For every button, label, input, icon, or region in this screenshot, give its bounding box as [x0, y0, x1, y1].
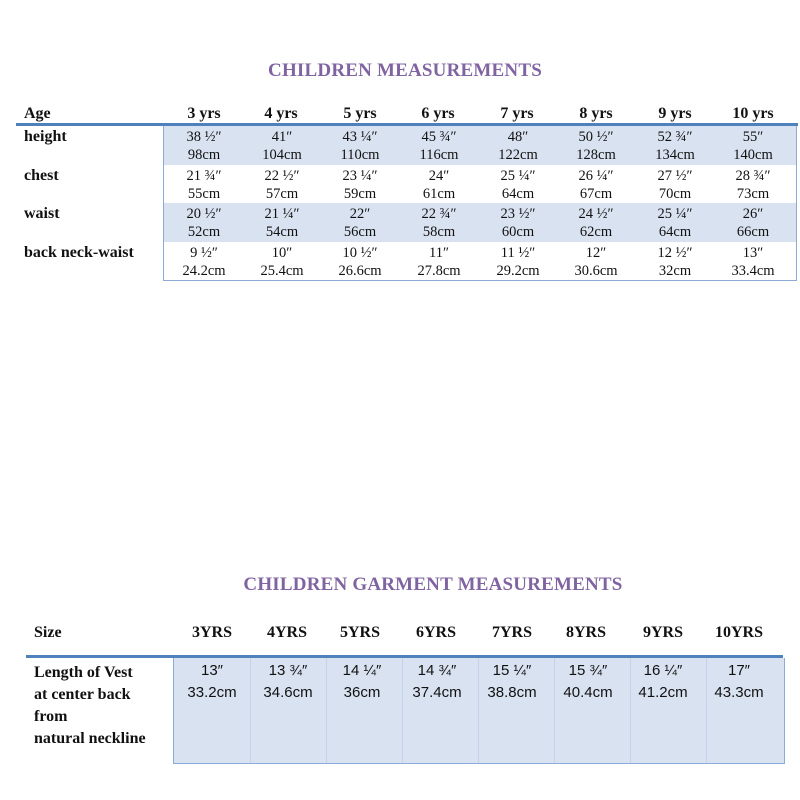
inch-value: 24 ½″	[578, 206, 614, 222]
row-label-back-neck-waist: back neck-waist	[24, 243, 134, 261]
cm-value: 33.4cm	[731, 262, 775, 279]
cell	[636, 203, 714, 242]
cm-value: 58cm	[422, 224, 456, 240]
cm-value: 134cm	[655, 147, 695, 163]
cm-value: 40.4cm	[563, 684, 613, 701]
cm-value: 24.2cm	[182, 262, 226, 279]
cm-value: 62cm	[579, 224, 613, 240]
cell	[400, 126, 478, 165]
cell	[174, 660, 250, 704]
cell	[714, 165, 792, 204]
col-header-10yrs: 10 yrs	[732, 105, 774, 122]
label-line: at center back	[34, 686, 131, 703]
cm-value: 110cm	[340, 147, 380, 163]
inch-value: 14 ¼″	[342, 662, 382, 679]
cm-value: 33.2cm	[187, 684, 237, 701]
col-header-3yrs: 3YRS	[191, 624, 232, 641]
inch-value: 10 ½″	[342, 244, 378, 261]
cell	[479, 242, 557, 281]
cell	[625, 660, 701, 704]
inch-value: 22 ½″	[264, 167, 300, 184]
col-header-8yrs: 8YRS	[565, 624, 606, 641]
cell	[701, 660, 777, 704]
inch-value: 28 ¾″	[735, 167, 771, 184]
inch-value: 11 ½″	[500, 244, 536, 261]
col-header-7yrs: 7YRS	[491, 624, 532, 641]
inch-value: 23 ½″	[500, 206, 536, 222]
inch-value: 23 ¼″	[342, 167, 378, 184]
col-header-6yrs: 6YRS	[415, 624, 456, 641]
inch-value: 21 ¾″	[186, 167, 222, 184]
cm-value: 64cm	[501, 185, 535, 202]
inch-value: 22″	[349, 206, 371, 222]
inch-value: 41″	[271, 129, 293, 145]
cm-value: 27.8cm	[417, 262, 461, 279]
cm-value: 32cm	[658, 262, 692, 279]
col-header-9yrs: 9 yrs	[658, 105, 692, 122]
cell	[321, 242, 399, 281]
cell	[399, 660, 475, 704]
inch-value: 50 ½″	[578, 129, 614, 145]
col-header-3yrs: 3 yrs	[187, 105, 221, 122]
inch-value: 52 ¾″	[657, 129, 693, 145]
cm-value: 70cm	[658, 185, 692, 202]
col-header-4yrs: 4YRS	[266, 624, 307, 641]
garment-row-cells	[173, 658, 785, 764]
inch-value: 25 ¼″	[657, 206, 693, 222]
cm-value: 61cm	[422, 185, 456, 202]
cm-value: 59cm	[343, 185, 377, 202]
cm-value: 104cm	[262, 147, 302, 163]
cell	[400, 203, 478, 242]
inch-value: 16 ¼″	[643, 662, 683, 679]
inch-value: 13″	[201, 662, 223, 679]
cm-value: 38.8cm	[487, 684, 537, 701]
col-header-4yrs: 4 yrs	[264, 105, 298, 122]
col-header-9yrs: 9YRS	[642, 624, 683, 641]
cell	[324, 660, 400, 704]
age-header: Age	[24, 105, 51, 122]
cm-value: 29.2cm	[496, 262, 540, 279]
cm-value: 73cm	[736, 185, 770, 202]
inch-value: 24″	[428, 167, 450, 184]
cell	[714, 203, 792, 242]
inch-value: 26″	[742, 206, 764, 222]
cell	[557, 242, 635, 281]
cm-value: 67cm	[579, 185, 613, 202]
cell	[550, 660, 626, 704]
cell	[557, 203, 635, 242]
col-header-7yrs: 7 yrs	[500, 105, 534, 122]
cell	[165, 242, 243, 281]
cm-value: 26.6cm	[338, 262, 382, 279]
inch-value: 13″	[742, 244, 764, 261]
inch-value: 55″	[742, 129, 764, 145]
row-label-length-of-vest	[34, 662, 174, 750]
cell	[243, 165, 321, 204]
cm-value: 122cm	[498, 147, 538, 163]
cell	[165, 165, 243, 204]
inch-value: 45 ¾″	[421, 129, 457, 145]
table-row-waist	[0, 203, 800, 242]
cell	[479, 203, 557, 242]
cell	[165, 203, 243, 242]
inch-value: 12 ½″	[657, 244, 693, 261]
table-row-height	[0, 126, 800, 165]
cell	[636, 242, 714, 281]
garment-table-body	[0, 658, 800, 766]
cm-value: 60cm	[501, 224, 535, 240]
label-line: from	[34, 708, 68, 725]
cell	[243, 203, 321, 242]
cm-value: 34.6cm	[263, 684, 313, 701]
cell	[243, 126, 321, 165]
cm-value: 41.2cm	[638, 684, 688, 701]
children-measurements-title: CHILDREN MEASUREMENTS	[268, 60, 542, 81]
cm-value: 30.6cm	[574, 262, 618, 279]
row-label-chest: chest	[24, 166, 59, 184]
cell	[400, 242, 478, 281]
cell	[479, 165, 557, 204]
cell	[557, 165, 635, 204]
col-header-5yrs: 5YRS	[339, 624, 380, 641]
cm-value: 55cm	[187, 185, 221, 202]
label-line: natural neckline	[34, 730, 146, 747]
cell	[243, 242, 321, 281]
inch-value: 26 ¼″	[578, 167, 614, 184]
cell	[165, 126, 243, 165]
cm-value: 116cm	[419, 147, 459, 163]
col-header-10yrs: 10YRS	[714, 624, 763, 641]
cm-value: 37.4cm	[412, 684, 462, 701]
inch-value: 9 ½″	[190, 244, 218, 261]
cm-value: 52cm	[187, 224, 221, 240]
cm-value: 43.3cm	[714, 684, 764, 701]
cm-value: 98cm	[187, 147, 221, 163]
children-garment-measurements-title: CHILDREN GARMENT MEASUREMENTS	[243, 574, 623, 595]
cm-value: 54cm	[265, 224, 299, 240]
inch-value: 48″	[507, 129, 529, 145]
cell	[321, 165, 399, 204]
garment-header-row	[0, 624, 800, 646]
row-cells	[163, 242, 797, 282]
label-line: Length of Vest	[34, 664, 133, 681]
cell	[321, 126, 399, 165]
col-header-8yrs: 8 yrs	[579, 105, 613, 122]
size-header: Size	[34, 624, 62, 641]
col-header-6yrs: 6 yrs	[421, 105, 455, 122]
cm-value: 56cm	[343, 224, 377, 240]
cell	[400, 165, 478, 204]
cm-value: 128cm	[576, 147, 616, 163]
inch-value: 43 ¼″	[342, 129, 378, 145]
cm-value: 64cm	[658, 224, 692, 240]
row-label-height: height	[24, 128, 67, 145]
cell	[636, 126, 714, 165]
inch-value: 15 ¾″	[568, 662, 608, 679]
cm-value: 140cm	[733, 147, 773, 163]
cm-value: 57cm	[265, 185, 299, 202]
inch-value: 12″	[585, 244, 607, 261]
table-row-back-neck-waist	[0, 242, 800, 281]
inch-value: 22 ¾″	[421, 206, 457, 222]
table-row-chest	[0, 165, 800, 204]
inch-value: 25 ¼″	[500, 167, 536, 184]
cell	[557, 126, 635, 165]
inch-value: 27 ½″	[657, 167, 693, 184]
cell	[714, 126, 792, 165]
inch-value: 38 ½″	[186, 129, 222, 145]
cell	[250, 660, 326, 704]
cm-value: 36cm	[343, 684, 381, 701]
cm-value: 66cm	[736, 224, 770, 240]
row-label-waist: waist	[24, 205, 60, 222]
inch-value: 13 ¾″	[268, 662, 308, 679]
row-cells	[163, 126, 797, 165]
cell	[321, 203, 399, 242]
cm-value: 25.4cm	[260, 262, 304, 279]
inch-value: 11″	[428, 244, 449, 261]
inch-value: 17″	[728, 662, 750, 679]
cell	[479, 126, 557, 165]
inch-value: 10″	[271, 244, 293, 261]
inch-value: 20 ½″	[186, 206, 222, 222]
cell	[636, 165, 714, 204]
inch-value: 15 ¼″	[492, 662, 532, 679]
cell	[474, 660, 550, 704]
row-cells	[163, 203, 797, 242]
inch-value: 21 ¼″	[264, 206, 300, 222]
inch-value: 14 ¾″	[417, 662, 457, 679]
row-cells	[163, 165, 797, 204]
cell	[714, 242, 792, 281]
measurements-header-row	[0, 102, 800, 124]
col-header-5yrs: 5 yrs	[343, 105, 377, 122]
